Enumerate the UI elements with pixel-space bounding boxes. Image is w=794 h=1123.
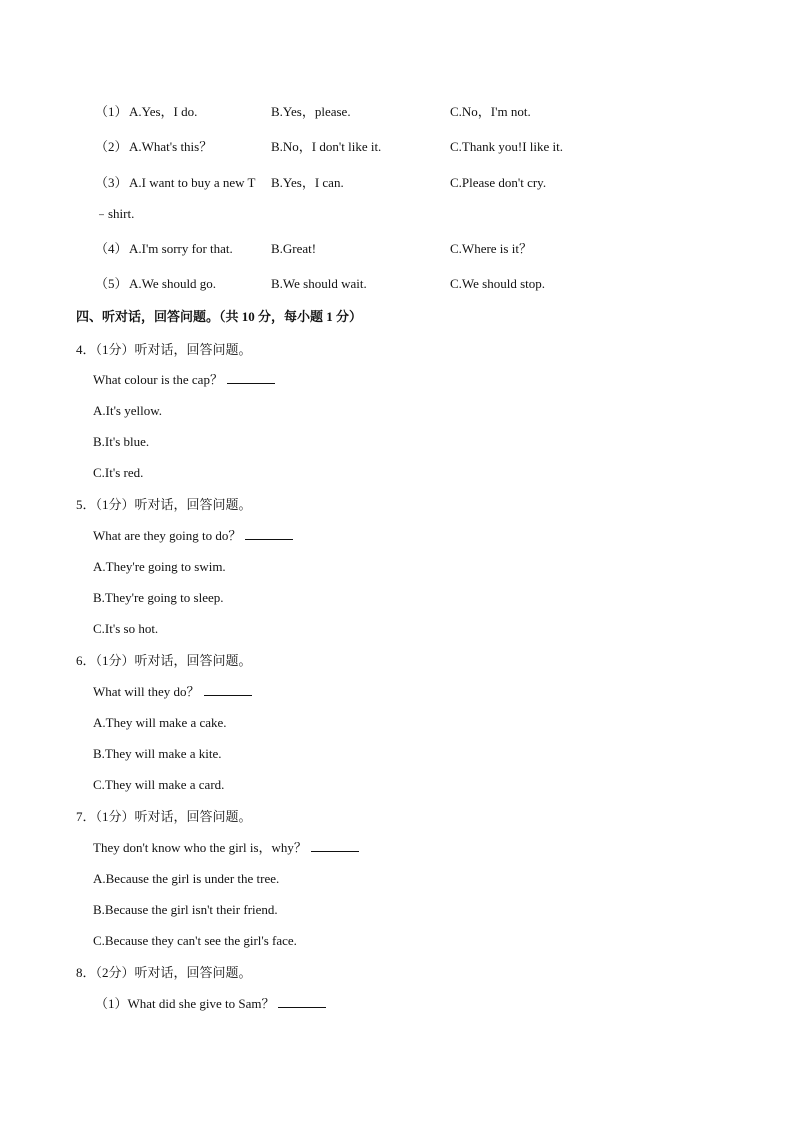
option-number: （3） [95, 175, 128, 190]
question-prompt: What will they do？ [93, 684, 252, 700]
answer-blank[interactable] [204, 684, 252, 696]
option-b: B.Yes，I can. [271, 175, 344, 190]
answer-blank[interactable] [311, 840, 359, 852]
answer-option: C.It's so hot. [93, 621, 159, 636]
answer-option: B.They will make a kite. [93, 746, 222, 761]
question-prompt: What colour is the cap？ [93, 372, 275, 388]
question-head: 5．（1分）听对话，回答问题。 [76, 497, 252, 512]
option-b: B.We should wait. [271, 276, 367, 291]
option-b: B.Great! [271, 241, 317, 256]
option-b: B.Yes，please. [271, 104, 351, 119]
option-a-continuation: ﹣shirt. [95, 206, 135, 221]
option-b: B.No，I don't like it. [271, 139, 382, 154]
answer-option: B.It's blue. [93, 434, 150, 449]
answer-option: A.It's yellow. [93, 403, 163, 418]
option-number: （1） [95, 104, 128, 119]
answer-option: C.They will make a card. [93, 777, 225, 792]
question-head: 8．（2分）听对话，回答问题。 [76, 965, 252, 980]
answer-option: A.Because the girl is under the tree. [93, 871, 280, 886]
question-head: 4．（1分）听对话，回答问题。 [76, 342, 252, 357]
option-a: A.We should go. [129, 276, 217, 291]
answer-blank[interactable] [227, 372, 275, 384]
option-c: C.Thank you!I like it. [450, 139, 564, 154]
option-number: （2） [95, 139, 128, 154]
question-prompt: They don't know who the girl is，why？ [93, 840, 359, 856]
option-c: C.We should stop. [450, 276, 546, 291]
option-a: A.I'm sorry for that. [129, 241, 233, 256]
question-head: 6．（1分）听对话，回答问题。 [76, 653, 252, 668]
answer-option: B.They're going to sleep. [93, 590, 224, 605]
question-prompt: （1）What did she give to Sam？ [95, 996, 326, 1012]
answer-option: C.It's red. [93, 465, 144, 480]
option-c: C.No，I'm not. [450, 104, 531, 119]
question-prompt: What are they going to do？ [93, 528, 293, 544]
option-a: A.What's this？ [129, 139, 213, 154]
answer-blank[interactable] [245, 528, 293, 540]
answer-blank[interactable] [278, 996, 326, 1008]
option-a: A.Yes，I do. [129, 104, 198, 119]
section-heading: 四、听对话，回答问题。（共 10 分，每小题 1 分） [76, 309, 363, 324]
option-number: （4） [95, 241, 128, 256]
option-c: C.Please don't cry. [450, 175, 547, 190]
option-c: C.Where is it？ [450, 241, 532, 256]
answer-option: A.They're going to swim. [93, 559, 226, 574]
answer-option: C.Because they can't see the girl's face. [93, 933, 297, 948]
question-head: 7．（1分）听对话，回答问题。 [76, 809, 252, 824]
option-number: （5） [95, 276, 128, 291]
option-a: A.I want to buy a new T [129, 175, 256, 190]
answer-option: A.They will make a cake. [93, 715, 227, 730]
answer-option: B.Because the girl isn't their friend. [93, 902, 278, 917]
